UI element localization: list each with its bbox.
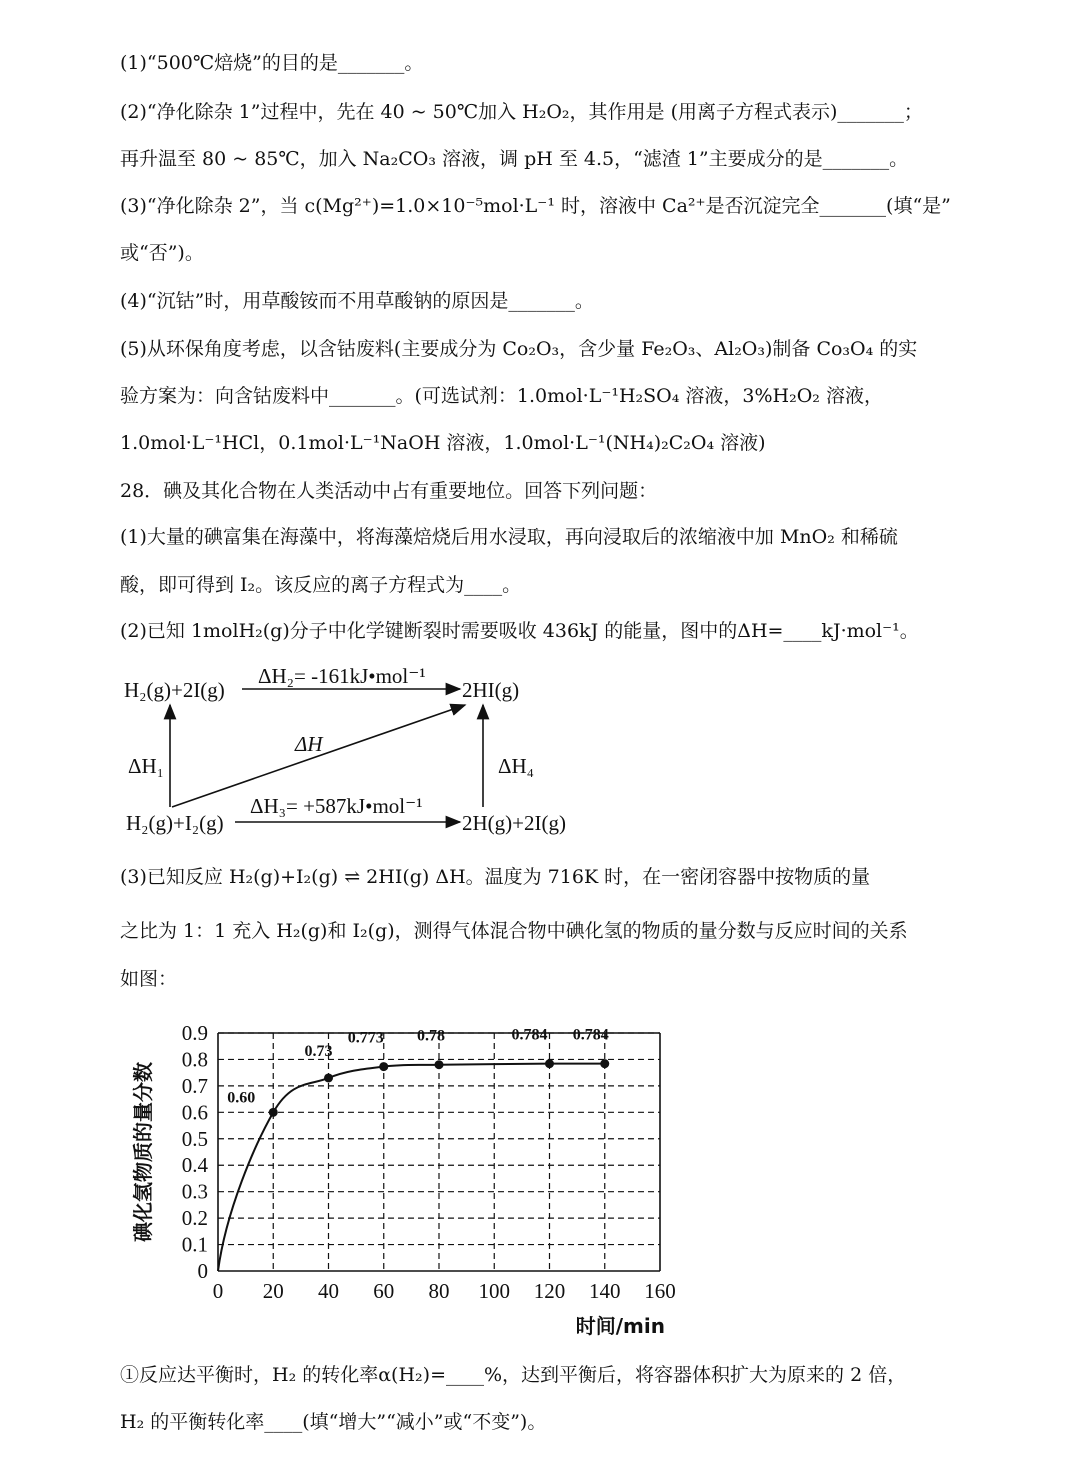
line-q28-3b: 之比为 1：1 充入 H₂(g)和 I₂(g)，测得气体混合物中碘化氢的物质的量分数与反应时间的关系 [120, 920, 908, 942]
y-tick-label: 0.7 [181, 1073, 208, 1098]
x-tick-label: 120 [533, 1279, 566, 1303]
chart-y-axis-label: 碘化氢物质的量分数 [131, 1062, 155, 1242]
data-label: 0.773 [347, 1029, 384, 1047]
arrow-dh [172, 705, 465, 807]
line-q28-3a: (3)已知反应 H₂(g)+I₂(g) ⇌ 2HI(g) ΔH。温度为 716K 时，在一密闭容器中按物质的量 [120, 866, 871, 888]
y-tick-label: 0.3 [181, 1179, 208, 1204]
y-tick-label: 0.2 [181, 1206, 208, 1231]
data-label: 0.78 [417, 1027, 445, 1045]
data-point [324, 1073, 333, 1082]
line-q28-3-i-a: ①反应达平衡时，H₂ 的转化率α(H₂)=____%，达到平衡后，将容器体积扩大为原来的 2 倍， [120, 1364, 907, 1386]
diagram-dh2-label: ΔH₂= -161kJ•mol⁻¹ [258, 664, 426, 688]
diagram-dh-label: ΔH [295, 732, 323, 756]
x-tick-label: 20 [262, 1279, 284, 1303]
diagram-top-left: H₂(g)+2I(g) [124, 678, 225, 702]
x-tick-label: 100 [478, 1279, 510, 1303]
line-q28-1b: 酸，即可得到 I₂。该反应的离子方程式为____。 [120, 574, 522, 596]
line-q2a: (2)“净化除杂 1”过程中，先在 40 ~ 50℃加入 H₂O₂，其作用是 (用离子方程式表示)_______； [120, 101, 923, 123]
diagram-dh1-label: ΔH₁ [128, 754, 164, 778]
diagram-bottom-right: 2H(g)+2I(g) [462, 811, 566, 835]
data-point [435, 1060, 444, 1069]
x-tick-label: 0 [212, 1279, 224, 1303]
x-tick-label: 140 [589, 1279, 621, 1303]
x-tick-label: 60 [373, 1279, 395, 1303]
line-q28: 28．碘及其化合物在人类活动中占有重要地位。回答下列问题： [120, 480, 658, 502]
hi-fraction-series-line [218, 1064, 605, 1271]
y-tick-label: 0.1 [181, 1232, 208, 1257]
y-tick-label: 0.5 [181, 1126, 208, 1151]
x-tick-label: 160 [644, 1279, 676, 1303]
data-point [269, 1108, 278, 1117]
diagram-top-right: 2HI(g) [462, 678, 520, 702]
y-tick-label: 0.9 [181, 1021, 208, 1045]
line-q28-1a: (1)大量的碘富集在海藻中，将海藻焙烧后用水浸取，再向浸取后的浓缩液中加 MnO₂ 和稀硫 [120, 526, 898, 548]
diagram-dh4-label: ΔH₄ [498, 754, 534, 778]
y-tick-label: 0 [197, 1259, 208, 1283]
line-q5c: 1.0mol·L⁻¹HCl，0.1mol·L⁻¹NaOH 溶液，1.0mol·L⁻¹(NH₄)₂C₂O₄ 溶液) [120, 432, 766, 454]
data-point [545, 1059, 554, 1068]
data-point [600, 1059, 609, 1068]
data-label: 0.60 [227, 1089, 256, 1107]
line-q28-2: (2)已知 1molH₂(g)分子中化学键断裂时需要吸收 436kJ 的能量，图中的ΔH=____kJ·mol⁻¹。 [120, 620, 919, 642]
line-q3a: (3)“净化除杂 2”，当 c(Mg²⁺)=1.0×10⁻⁵mol·L⁻¹ 时，溶液中 Ca²⁺是否沉淀完全_______(填“是” [120, 195, 951, 217]
y-tick-label: 0.8 [181, 1047, 208, 1072]
y-tick-label: 0.6 [181, 1100, 208, 1125]
data-label: 0.784 [572, 1026, 609, 1044]
hi-fraction-chart [110, 1015, 710, 1355]
x-tick-label: 40 [318, 1279, 339, 1303]
diagram-dh3-label: ΔH₃= +587kJ•mol⁻¹ [250, 794, 423, 818]
x-tick-label: 80 [428, 1279, 450, 1303]
line-q5b: 验方案为：向含钴废料中_______。(可选试剂：1.0mol·L⁻¹H₂SO₄ 溶液，3%H₂O₂ 溶液， [120, 385, 883, 407]
line-q5a: (5)从环保角度考虑，以含钴废料(主要成分为 Co₂O₃，含少量 Fe₂O₃、Al₂O₃)制备 Co₃O₄ 的实 [120, 338, 918, 360]
line-q3b: 或“否”)。 [120, 242, 204, 264]
data-label: 0.73 [304, 1042, 333, 1060]
line-q2b: 再升温至 80 ~ 85℃，加入 Na₂CO₃ 溶液，调 pH 至 4.5，“滤渣 1”主要成分的是_______。 [120, 148, 909, 170]
diagram-bottom-left: H₂(g)+I₂(g) [126, 811, 224, 835]
data-label: 0.784 [511, 1026, 548, 1044]
line-q4: (4)“沉钴”时，用草酸铵而不用草酸钠的原因是_______。 [120, 290, 594, 312]
y-tick-label: 0.4 [181, 1153, 208, 1178]
chart-x-axis-label: 时间/min [575, 1314, 665, 1338]
line-q28-3c: 如图： [120, 968, 178, 990]
line-q1: (1)“500℃焙烧”的目的是_______。 [120, 52, 424, 74]
data-point [379, 1062, 388, 1071]
line-q28-3-i-b: H₂ 的平衡转化率____(填“增大”“减小”或“不变”)。 [120, 1411, 547, 1433]
energy-cycle-diagram [110, 655, 630, 845]
